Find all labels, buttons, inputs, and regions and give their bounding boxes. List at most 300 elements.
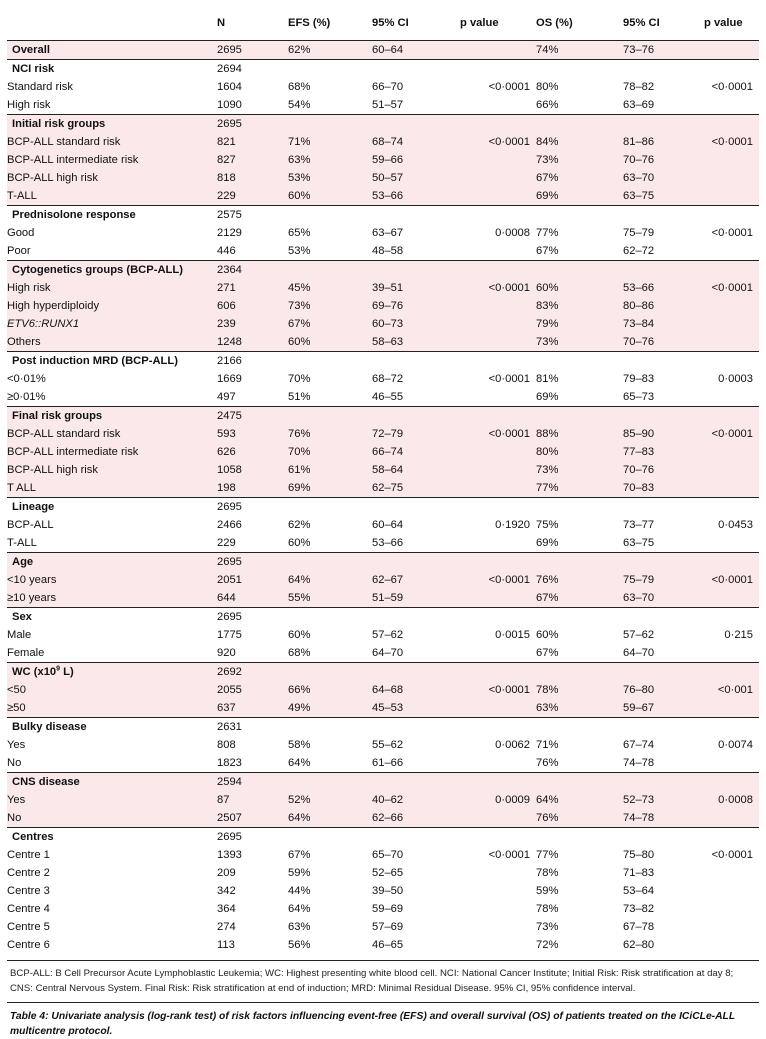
group-os xyxy=(536,718,623,737)
group-row xyxy=(7,828,759,847)
row-n: 113 xyxy=(217,936,288,954)
group-os-ci xyxy=(623,60,704,79)
table-row xyxy=(7,864,759,882)
group-label xyxy=(7,261,217,280)
table-row xyxy=(7,169,759,187)
row-os-p xyxy=(704,754,759,773)
group-label xyxy=(7,498,217,517)
table-row xyxy=(7,224,759,242)
row-efs-ci: 66–70 xyxy=(372,78,460,96)
row-os-ci: 79–83 xyxy=(623,370,704,388)
row-os-p: <0·0001 xyxy=(704,279,759,297)
row-os-p xyxy=(704,461,759,479)
row-os-p xyxy=(704,864,759,882)
row-efs: 64% xyxy=(288,809,372,828)
row-n: 1393 xyxy=(217,846,288,864)
row-n: 342 xyxy=(217,882,288,900)
group-efs-p xyxy=(460,718,536,737)
row-efs-p xyxy=(460,882,536,900)
group-row xyxy=(7,41,759,60)
row-n: 209 xyxy=(217,864,288,882)
table-row xyxy=(7,918,759,936)
group-efs-ci: 60–64 xyxy=(372,41,460,60)
group-label xyxy=(7,773,217,792)
row-efs-p xyxy=(460,936,536,954)
group-label-tail: L) xyxy=(60,666,74,678)
row-label: Centre 4 xyxy=(7,900,217,918)
row-os-ci: 75–79 xyxy=(623,224,704,242)
group-os-p xyxy=(704,608,759,627)
row-label: Yes xyxy=(7,736,217,754)
row-os-p xyxy=(704,388,759,407)
table-row xyxy=(7,78,759,96)
row-os: 81% xyxy=(536,370,623,388)
row-os-ci: 76–80 xyxy=(623,681,704,699)
row-n: 87 xyxy=(217,791,288,809)
table-row xyxy=(7,571,759,589)
group-efs-ci xyxy=(372,261,460,280)
row-label: ≥10 years xyxy=(7,589,217,608)
row-os-ci: 63–70 xyxy=(623,169,704,187)
table-row xyxy=(7,133,759,151)
row-n: 364 xyxy=(217,900,288,918)
row-label: BCP-ALL xyxy=(7,516,217,534)
group-efs xyxy=(288,206,372,225)
group-os xyxy=(536,352,623,371)
row-efs-p xyxy=(460,297,536,315)
group-label xyxy=(7,206,217,225)
row-label: BCP-ALL intermediate risk xyxy=(7,151,217,169)
results-table xyxy=(7,6,759,954)
row-n: 593 xyxy=(217,425,288,443)
row-os-ci: 81–86 xyxy=(623,133,704,151)
group-label xyxy=(7,407,217,426)
group-efs xyxy=(288,773,372,792)
row-os-ci: 63–69 xyxy=(623,96,704,115)
row-os-p xyxy=(704,479,759,498)
group-os: 74% xyxy=(536,41,623,60)
group-os xyxy=(536,828,623,847)
table-row xyxy=(7,315,759,333)
row-efs: 65% xyxy=(288,224,372,242)
row-os: 80% xyxy=(536,78,623,96)
row-os-p xyxy=(704,882,759,900)
group-label xyxy=(7,115,217,134)
row-efs-ci: 58–64 xyxy=(372,461,460,479)
row-n: 2129 xyxy=(217,224,288,242)
row-label: <0·01% xyxy=(7,370,217,388)
row-os-p: 0·0074 xyxy=(704,736,759,754)
row-efs-ci: 45–53 xyxy=(372,699,460,718)
group-row xyxy=(7,261,759,280)
row-n: 637 xyxy=(217,699,288,718)
group-efs xyxy=(288,261,372,280)
row-efs: 73% xyxy=(288,297,372,315)
row-efs-ci: 68–72 xyxy=(372,370,460,388)
group-os-ci xyxy=(623,352,704,371)
table-row xyxy=(7,479,759,498)
row-efs: 64% xyxy=(288,571,372,589)
row-efs: 62% xyxy=(288,516,372,534)
row-os-ci: 65–73 xyxy=(623,388,704,407)
row-os-p: 0·0453 xyxy=(704,516,759,534)
header-os-ci: 95% CI xyxy=(623,6,704,41)
row-os-ci: 70–76 xyxy=(623,333,704,352)
row-os-p xyxy=(704,809,759,828)
group-os-p xyxy=(704,663,759,682)
group-row xyxy=(7,407,759,426)
group-os-ci xyxy=(623,407,704,426)
group-n: 2695 xyxy=(217,608,288,627)
row-efs-p: <0·0001 xyxy=(460,133,536,151)
table-row xyxy=(7,461,759,479)
row-efs-ci: 48–58 xyxy=(372,242,460,261)
row-os: 67% xyxy=(536,644,623,663)
row-os-ci: 64–70 xyxy=(623,644,704,663)
group-efs xyxy=(288,352,372,371)
group-os-p xyxy=(704,115,759,134)
row-efs-p: 0·1920 xyxy=(460,516,536,534)
row-os: 73% xyxy=(536,333,623,352)
row-os: 77% xyxy=(536,846,623,864)
group-efs-p xyxy=(460,41,536,60)
row-n: 920 xyxy=(217,644,288,663)
row-os-p xyxy=(704,187,759,206)
group-efs-p xyxy=(460,60,536,79)
row-efs-ci: 62–66 xyxy=(372,809,460,828)
row-n: 827 xyxy=(217,151,288,169)
row-efs-p xyxy=(460,388,536,407)
header-efs-p: p value xyxy=(460,6,536,41)
group-n: 2364 xyxy=(217,261,288,280)
row-os-ci: 74–78 xyxy=(623,754,704,773)
row-os: 67% xyxy=(536,589,623,608)
row-efs-ci: 63–67 xyxy=(372,224,460,242)
row-os-p xyxy=(704,534,759,553)
group-row xyxy=(7,60,759,79)
group-row xyxy=(7,773,759,792)
table-row xyxy=(7,443,759,461)
row-os-ci: 71–83 xyxy=(623,864,704,882)
row-n: 1058 xyxy=(217,461,288,479)
row-os: 78% xyxy=(536,864,623,882)
row-os-ci: 74–78 xyxy=(623,809,704,828)
row-os-p xyxy=(704,96,759,115)
row-efs-ci: 60–64 xyxy=(372,516,460,534)
group-row xyxy=(7,718,759,737)
row-os: 78% xyxy=(536,681,623,699)
group-efs-ci xyxy=(372,718,460,737)
row-n: 644 xyxy=(217,589,288,608)
row-label: BCP-ALL high risk xyxy=(7,461,217,479)
row-efs: 51% xyxy=(288,388,372,407)
group-os-p xyxy=(704,60,759,79)
table-row xyxy=(7,534,759,553)
row-label: No xyxy=(7,809,217,828)
row-efs: 54% xyxy=(288,96,372,115)
group-label xyxy=(7,553,217,572)
row-os: 69% xyxy=(536,388,623,407)
row-os-p xyxy=(704,315,759,333)
group-label-text: NCI risk xyxy=(12,63,55,75)
row-os-ci: 53–66 xyxy=(623,279,704,297)
row-label: Good xyxy=(7,224,217,242)
group-label-text: Sex xyxy=(12,611,32,623)
row-n: 239 xyxy=(217,315,288,333)
row-os-ci: 52–73 xyxy=(623,791,704,809)
header-efs-ci: 95% CI xyxy=(372,6,460,41)
row-efs: 70% xyxy=(288,443,372,461)
group-efs-ci xyxy=(372,773,460,792)
row-efs-ci: 59–66 xyxy=(372,151,460,169)
group-row xyxy=(7,206,759,225)
row-os: 88% xyxy=(536,425,623,443)
group-efs-p xyxy=(460,407,536,426)
row-efs: 71% xyxy=(288,133,372,151)
row-label: Female xyxy=(7,644,217,663)
row-os-p xyxy=(704,333,759,352)
row-os-ci: 67–74 xyxy=(623,736,704,754)
row-efs: 70% xyxy=(288,370,372,388)
row-n: 1604 xyxy=(217,78,288,96)
row-efs-ci: 51–57 xyxy=(372,96,460,115)
row-efs: 60% xyxy=(288,626,372,644)
group-label-text: Overall xyxy=(12,44,50,56)
header-row xyxy=(7,6,759,41)
table-row xyxy=(7,754,759,773)
group-efs-ci xyxy=(372,115,460,134)
row-os-p: <0·0001 xyxy=(704,133,759,151)
row-os-ci: 70–76 xyxy=(623,151,704,169)
row-efs-p xyxy=(460,589,536,608)
row-label: Centre 2 xyxy=(7,864,217,882)
row-os-ci: 63–75 xyxy=(623,534,704,553)
row-n: 1248 xyxy=(217,333,288,352)
row-efs-ci: 68–74 xyxy=(372,133,460,151)
group-efs-p xyxy=(460,828,536,847)
row-efs: 60% xyxy=(288,333,372,352)
group-efs-p xyxy=(460,608,536,627)
row-efs-p xyxy=(460,479,536,498)
row-os-p xyxy=(704,699,759,718)
table-body xyxy=(7,41,759,955)
group-os-p xyxy=(704,206,759,225)
group-os-ci xyxy=(623,498,704,517)
row-label: High hyperdiploidy xyxy=(7,297,217,315)
group-label-text: Cytogenetics groups (BCP-ALL) xyxy=(12,264,183,276)
row-os-p xyxy=(704,900,759,918)
row-os-p xyxy=(704,589,759,608)
group-os-ci xyxy=(623,663,704,682)
row-os-ci: 85–90 xyxy=(623,425,704,443)
table-row xyxy=(7,425,759,443)
row-efs-ci: 66–74 xyxy=(372,443,460,461)
row-n: 818 xyxy=(217,169,288,187)
group-n: 2695 xyxy=(217,115,288,134)
row-label: ≥50 xyxy=(7,699,217,718)
row-n: 198 xyxy=(217,479,288,498)
row-n: 626 xyxy=(217,443,288,461)
row-os-ci: 75–79 xyxy=(623,571,704,589)
row-efs: 69% xyxy=(288,479,372,498)
group-os xyxy=(536,553,623,572)
row-os-p: 0·0003 xyxy=(704,370,759,388)
table-row xyxy=(7,846,759,864)
table-row xyxy=(7,333,759,352)
row-os-p xyxy=(704,644,759,663)
row-os-ci: 73–82 xyxy=(623,900,704,918)
group-efs xyxy=(288,60,372,79)
group-os-ci xyxy=(623,828,704,847)
group-os xyxy=(536,663,623,682)
table-row xyxy=(7,791,759,809)
row-efs: 67% xyxy=(288,315,372,333)
row-efs-p xyxy=(460,699,536,718)
group-label-text: Bulky disease xyxy=(12,721,87,733)
row-efs: 44% xyxy=(288,882,372,900)
row-efs: 58% xyxy=(288,736,372,754)
group-efs-p xyxy=(460,498,536,517)
row-efs-ci: 57–69 xyxy=(372,918,460,936)
row-os: 60% xyxy=(536,626,623,644)
row-efs: 60% xyxy=(288,534,372,553)
header-os-p: p value xyxy=(704,6,759,41)
row-efs: 55% xyxy=(288,589,372,608)
table-row xyxy=(7,626,759,644)
row-efs-p xyxy=(460,242,536,261)
row-efs: 64% xyxy=(288,754,372,773)
row-efs-p: 0·0015 xyxy=(460,626,536,644)
row-os-p xyxy=(704,443,759,461)
row-efs: 61% xyxy=(288,461,372,479)
row-efs-ci: 39–50 xyxy=(372,882,460,900)
row-label: Standard risk xyxy=(7,78,217,96)
group-row xyxy=(7,498,759,517)
row-label: Centre 3 xyxy=(7,882,217,900)
row-n: 2466 xyxy=(217,516,288,534)
group-os xyxy=(536,115,623,134)
table-row xyxy=(7,936,759,954)
row-os-ci: 57–62 xyxy=(623,626,704,644)
row-label: Poor xyxy=(7,242,217,261)
row-efs-ci: 65–70 xyxy=(372,846,460,864)
row-n: 229 xyxy=(217,187,288,206)
table-row xyxy=(7,681,759,699)
group-os xyxy=(536,206,623,225)
row-os: 75% xyxy=(536,516,623,534)
group-label-text: CNS disease xyxy=(12,776,80,788)
table-row xyxy=(7,370,759,388)
group-os xyxy=(536,773,623,792)
row-label: Centre 6 xyxy=(7,936,217,954)
row-n: 2051 xyxy=(217,571,288,589)
row-os-ci: 70–83 xyxy=(623,479,704,498)
group-n: 2695 xyxy=(217,828,288,847)
group-efs xyxy=(288,553,372,572)
row-os-ci: 78–82 xyxy=(623,78,704,96)
row-efs-ci: 46–55 xyxy=(372,388,460,407)
row-efs: 52% xyxy=(288,791,372,809)
table-row xyxy=(7,187,759,206)
row-os-ci: 62–80 xyxy=(623,936,704,954)
group-n: 2694 xyxy=(217,60,288,79)
group-os xyxy=(536,608,623,627)
group-efs-p xyxy=(460,261,536,280)
group-label xyxy=(7,718,217,737)
row-os-p: <0·001 xyxy=(704,681,759,699)
row-n: 808 xyxy=(217,736,288,754)
row-efs-ci: 53–66 xyxy=(372,534,460,553)
row-efs-p: 0·0009 xyxy=(460,791,536,809)
row-n: 1823 xyxy=(217,754,288,773)
row-efs-p xyxy=(460,644,536,663)
row-os-p xyxy=(704,918,759,936)
group-efs xyxy=(288,718,372,737)
group-os xyxy=(536,261,623,280)
footnote: BCP-ALL: B Cell Precursor Acute Lymphoblastic Leukemia; WC: Highest presenting white blood cell. NCI: National Cancer Institute; Initial Risk: Risk stratification at day 8; CNS: Central Nervous System. Final Risk: Risk stratification at end of induction; MRD: Minimal Residual Disease. 95% CI, 95% confidence interval. xyxy=(7,960,759,1002)
row-os: 79% xyxy=(536,315,623,333)
group-os xyxy=(536,60,623,79)
row-label: BCP-ALL standard risk xyxy=(7,425,217,443)
group-os-p xyxy=(704,553,759,572)
group-n: 2594 xyxy=(217,773,288,792)
table-row xyxy=(7,589,759,608)
row-os: 77% xyxy=(536,224,623,242)
group-os-ci xyxy=(623,608,704,627)
row-efs-ci: 64–68 xyxy=(372,681,460,699)
row-efs-p: <0·0001 xyxy=(460,370,536,388)
group-os-p xyxy=(704,261,759,280)
header-n: N xyxy=(217,6,288,41)
row-label: T-ALL xyxy=(7,534,217,553)
group-os-ci xyxy=(623,261,704,280)
row-os: 59% xyxy=(536,882,623,900)
table-caption: Table 4: Univariate analysis (log-rank test) of risk factors influencing event-free (EFS) and overall survival (OS) of patients treated on the ICiCLe-ALL multicentre protocol. xyxy=(7,1002,759,1039)
row-os-p: 0·215 xyxy=(704,626,759,644)
row-n: 2507 xyxy=(217,809,288,828)
table-row xyxy=(7,736,759,754)
group-os-ci xyxy=(623,553,704,572)
table-row xyxy=(7,882,759,900)
group-efs-ci xyxy=(372,60,460,79)
row-label: ETV6::RUNX1 xyxy=(7,315,217,333)
row-os-p xyxy=(704,169,759,187)
row-label: Centre 5 xyxy=(7,918,217,936)
table-row xyxy=(7,242,759,261)
table-row xyxy=(7,900,759,918)
row-efs-p: 0·0062 xyxy=(460,736,536,754)
row-os-ci: 53–64 xyxy=(623,882,704,900)
row-os-ci: 80–86 xyxy=(623,297,704,315)
group-n: 2695 xyxy=(217,498,288,517)
table-row xyxy=(7,644,759,663)
row-label: <50 xyxy=(7,681,217,699)
row-efs-ci: 69–76 xyxy=(372,297,460,315)
row-efs: 64% xyxy=(288,900,372,918)
row-os: 76% xyxy=(536,754,623,773)
row-efs-ci: 52–65 xyxy=(372,864,460,882)
table-row xyxy=(7,699,759,718)
row-efs: 59% xyxy=(288,864,372,882)
group-efs-p xyxy=(460,115,536,134)
row-label: Male xyxy=(7,626,217,644)
group-label-text: Post induction MRD (BCP-ALL) xyxy=(12,355,178,367)
row-n: 2055 xyxy=(217,681,288,699)
group-efs xyxy=(288,115,372,134)
row-efs-p xyxy=(460,151,536,169)
row-os-ci: 77–83 xyxy=(623,443,704,461)
row-os: 71% xyxy=(536,736,623,754)
